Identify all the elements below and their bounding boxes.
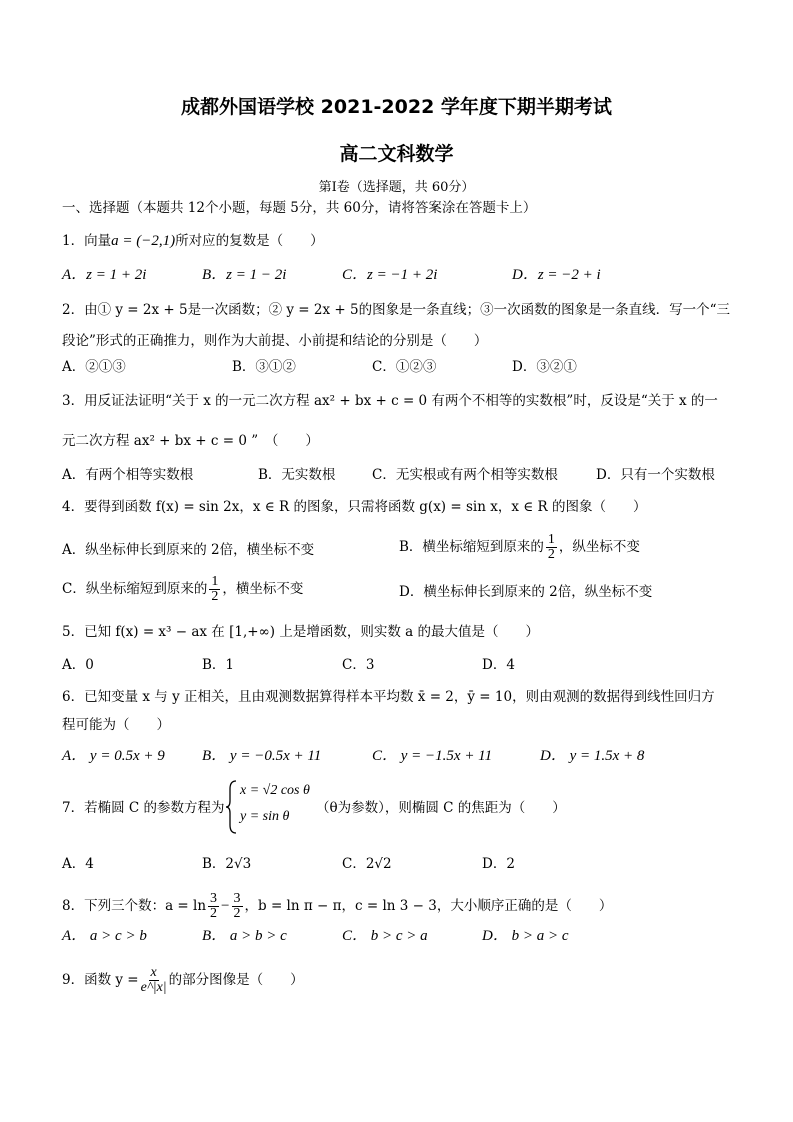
left-brace-icon [226, 779, 238, 835]
question-3-line-1: 3．用反证法证明“关于 x 的一元二次方程 ax² + bx + c = 0 有两个不相等的实数根”时，反设是“关于 x 的一 [62, 393, 718, 409]
q4-option-c-fraction [209, 575, 220, 604]
q1-text-b: 所对应的复数是（ ） [175, 233, 324, 249]
q3-option-d[interactable]: D．只有一个实数根 [596, 467, 715, 483]
question-3-line-2: 元二次方程 ax² + bx + c = 0 ” （ ） [62, 433, 319, 449]
q1-option-a[interactable]: A．z = 1 + 2i [62, 267, 147, 283]
fraction-denominator: 2 [233, 906, 241, 921]
fraction-denominator: 2 [211, 589, 219, 604]
q6-option-a[interactable]: A． y = 0.5x + 9 [62, 748, 165, 764]
fraction-denominator: 2 [210, 906, 218, 921]
section-heading: 一、选择题（本题共 12个小题，每题 5分，共 60分，请将答案涂在答题卡上） [62, 200, 537, 216]
q8-option-c[interactable]: C． b > c > a [342, 928, 428, 944]
q2-option-c[interactable]: C．①②③ [372, 359, 437, 375]
question-2-line-2: 段论”形式的正确推力，则作为大前提、小前提和结论的分别是（ ） [62, 333, 488, 349]
q8-option-a[interactable]: A． a > c > b [62, 928, 147, 944]
q7-option-a[interactable]: A．4 [62, 856, 94, 872]
exam-subtitle: 高二文科数学 [339, 143, 454, 165]
question-4: 4．要得到函数 f(x) = sin 2x，x ∈ R 的图象，只需将函数 g(x) = sin x，x ∈ R 的图象（ ） [62, 499, 647, 515]
question-8 [62, 892, 612, 921]
q4-option-b-text-a: B．横坐标缩短到原来的 [399, 539, 544, 555]
question-6-line-1: 6．已知变量 x 与 y 正相关，且由观测数据算得样本平均数 x̄ = 2，ȳ = 10，则由观测的数据得到线性回归方 [62, 689, 715, 705]
q8-text-a: 8．下列三个数：a = ln [62, 898, 207, 914]
question-6-line-2: 程可能为（ ） [62, 717, 170, 733]
q8-minus: − [221, 898, 230, 914]
q5-option-c[interactable]: C．3 [342, 657, 375, 673]
q6-option-d[interactable]: D． y = 1.5x + 8 [540, 748, 645, 764]
q4-option-b[interactable] [399, 533, 640, 562]
q4-option-c-text-b: ，横坐标不变 [222, 581, 304, 597]
fraction-denominator: 2 [547, 547, 555, 562]
q8-fraction-2 [232, 892, 243, 921]
question-5: 5．已知 f(x) = x³ − ax 在 [1,+∞) 上是增函数，则实数 a 的最大值是（ ） [62, 624, 539, 640]
q2-option-a[interactable]: A．②①③ [62, 359, 126, 375]
q5-option-b[interactable]: B．1 [202, 657, 235, 673]
q9-fraction [141, 966, 167, 995]
q4-option-a[interactable]: A．纵坐标伸长到原来的 2倍，横坐标不变 [62, 542, 315, 558]
fraction-numerator: 3 [233, 891, 241, 906]
q4-option-d[interactable]: D．横坐标伸长到原来的 2倍，纵坐标不变 [399, 584, 653, 600]
fraction-numerator: 1 [211, 574, 219, 589]
question-7-text-b: （θ为参数），则椭圆 C 的焦距为（ ） [316, 800, 566, 816]
q2-option-b[interactable]: B．③①② [232, 359, 296, 375]
q3-option-c[interactable]: C．无实根或有两个相等实数根 [372, 467, 558, 483]
q9-text-b: 的部分图像是（ ） [168, 972, 304, 988]
q5-option-a[interactable]: A．0 [62, 657, 94, 673]
fraction-numerator: 3 [210, 891, 218, 906]
volume-heading: 第Ⅰ卷（选择题，共 60分） [318, 180, 475, 195]
q7-option-b[interactable]: B．2√3 [202, 856, 252, 872]
exam-title: 成都外国语学校 2021-2022 学年度下期半期考试 [181, 96, 612, 118]
q8-fraction-1 [208, 892, 219, 921]
q8-text-b: ，b = ln π − π，c = ln 3 − 3，大小顺序正确的是（ ） [244, 898, 613, 914]
q4-option-c-text-a: C．纵坐标缩短到原来的 [62, 581, 208, 597]
q6-option-b[interactable]: B． y = −0.5x + 11 [202, 748, 322, 764]
fraction-numerator: 1 [547, 532, 555, 547]
question-7-text-a: 7．若椭圆 C 的参数方程为 [62, 800, 225, 816]
question-9 [62, 966, 304, 995]
q3-option-a[interactable]: A．有两个相等实数根 [62, 467, 194, 483]
q1-vector: a = (−2,1) [111, 233, 176, 249]
q8-option-b[interactable]: B． a > b > c [202, 928, 287, 944]
q4-option-b-text-b: ，纵坐标不变 [558, 539, 640, 555]
q4-option-c[interactable] [62, 575, 303, 604]
q4-option-b-fraction [546, 533, 557, 562]
fraction-numerator: x [150, 965, 157, 980]
fraction-denominator: e^|x| [140, 980, 167, 995]
q3-option-b[interactable]: B．无实数根 [258, 467, 336, 483]
q1-option-c[interactable]: C．z = −1 + 2i [342, 267, 438, 283]
q7-option-c[interactable]: C．2√2 [342, 856, 392, 872]
q6-option-c[interactable]: C． y = −1.5x + 11 [372, 748, 493, 764]
q5-option-d[interactable]: D．4 [482, 657, 515, 673]
q1-option-d[interactable]: D．z = −2 + i [512, 267, 601, 283]
question-1 [62, 232, 324, 250]
q7-equation-x: x = √2 cos θ [240, 783, 310, 798]
q9-text-a: 9．函数 y = [62, 972, 139, 988]
q2-option-d[interactable]: D．③②① [512, 359, 577, 375]
q7-equation-y: y = sin θ [240, 809, 290, 824]
q7-option-d[interactable]: D．2 [482, 856, 515, 872]
q1-option-b[interactable]: B．z = 1 − 2i [202, 267, 287, 283]
q1-text-a: 1．向量 [62, 233, 112, 249]
q8-option-d[interactable]: D． b > a > c [482, 928, 569, 944]
question-2-line-1: 2．由① y = 2x + 5是一次函数；② y = 2x + 5的图象是一条直线；③一次函数的图象是一条直线．写一个“三 [62, 302, 730, 318]
